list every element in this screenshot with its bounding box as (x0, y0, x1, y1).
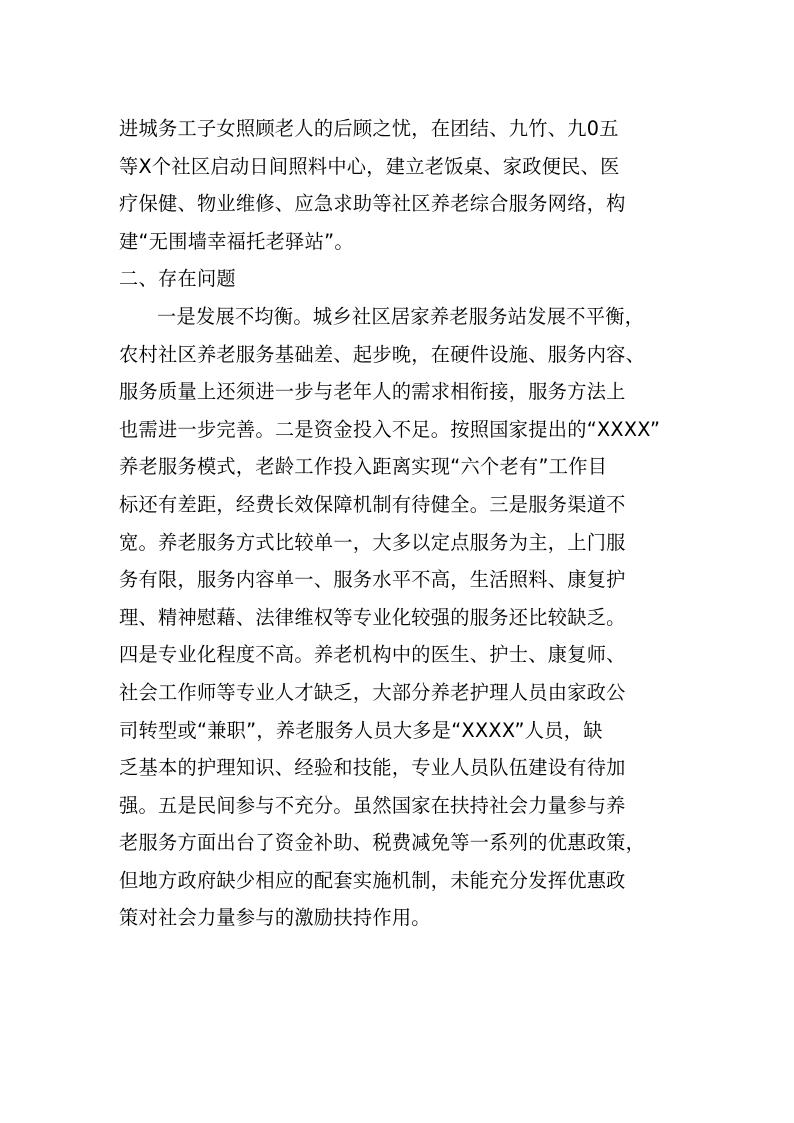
text-line: 建“无围墙幸福托老驿站”。 (119, 229, 354, 253)
text-line: 强。五是民间参与不充分。虽然国家在扶持社会力量参与养 (119, 793, 626, 817)
text-line: 也需进一步完善。二是资金投入不足。按照国家提出的“XXXX” (119, 417, 661, 441)
text-line: 服务质量上还须进一步与老年人的需求相衔接，服务方法上 (119, 380, 626, 404)
text-line: 养老服务模式，老龄工作投入距离实现“六个老有”工作目 (119, 455, 608, 479)
paragraph-first-line: 一是发展不均衡。城乡社区居家养老服务站发展不平衡， (157, 304, 645, 328)
text-line: 司转型或“兼职”，养老服务人员大多是“XXXX”人员，缺 (119, 718, 603, 742)
text-line: 但地方政府缺少相应的配套实施机制，未能充分发挥优惠政 (119, 868, 626, 892)
section-heading: 二、存在问题 (119, 267, 236, 291)
text-line: 农村社区养老服务基础差、起步晚，在硬件设施、服务内容、 (119, 342, 646, 366)
text-line: 理、精神慰藉、法律维权等专业化较强的服务还比较缺乏。 (119, 605, 626, 629)
text-line: 宽。养老服务方式比较单一，大多以定点服务为主，上门服 (119, 530, 626, 554)
text-line: 等X个社区启动日间照料中心，建立老饭桌、家政便民、医 (119, 154, 620, 178)
text-line: 四是专业化程度不高。养老机构中的医生、护士、康复师、 (119, 643, 626, 667)
text-line: 疗保健、物业维修、应急求助等社区养老综合服务网络，构 (119, 192, 626, 216)
text-line: 老服务方面出台了资金补助、税费减免等一系列的优惠政策， (119, 831, 646, 855)
text-line: 标还有差距，经费长效保障机制有待健全。三是服务渠道不 (119, 492, 626, 516)
text-line: 策对社会力量参与的激励扶持作用。 (119, 906, 431, 930)
document-body (119, 110, 689, 937)
text-line: 社会工作师等专业人才缺乏，大部分养老护理人员由家政公 (119, 680, 626, 704)
text-line: 务有限，服务内容单一、服务水平不高，生活照料、康复护 (119, 568, 626, 592)
text-line: 乏基本的护理知识、经验和技能，专业人员队伍建设有待加 (119, 756, 626, 780)
text-line: 进城务工子女照顾老人的后顾之忧，在团结、九竹、九0五 (119, 117, 619, 140)
